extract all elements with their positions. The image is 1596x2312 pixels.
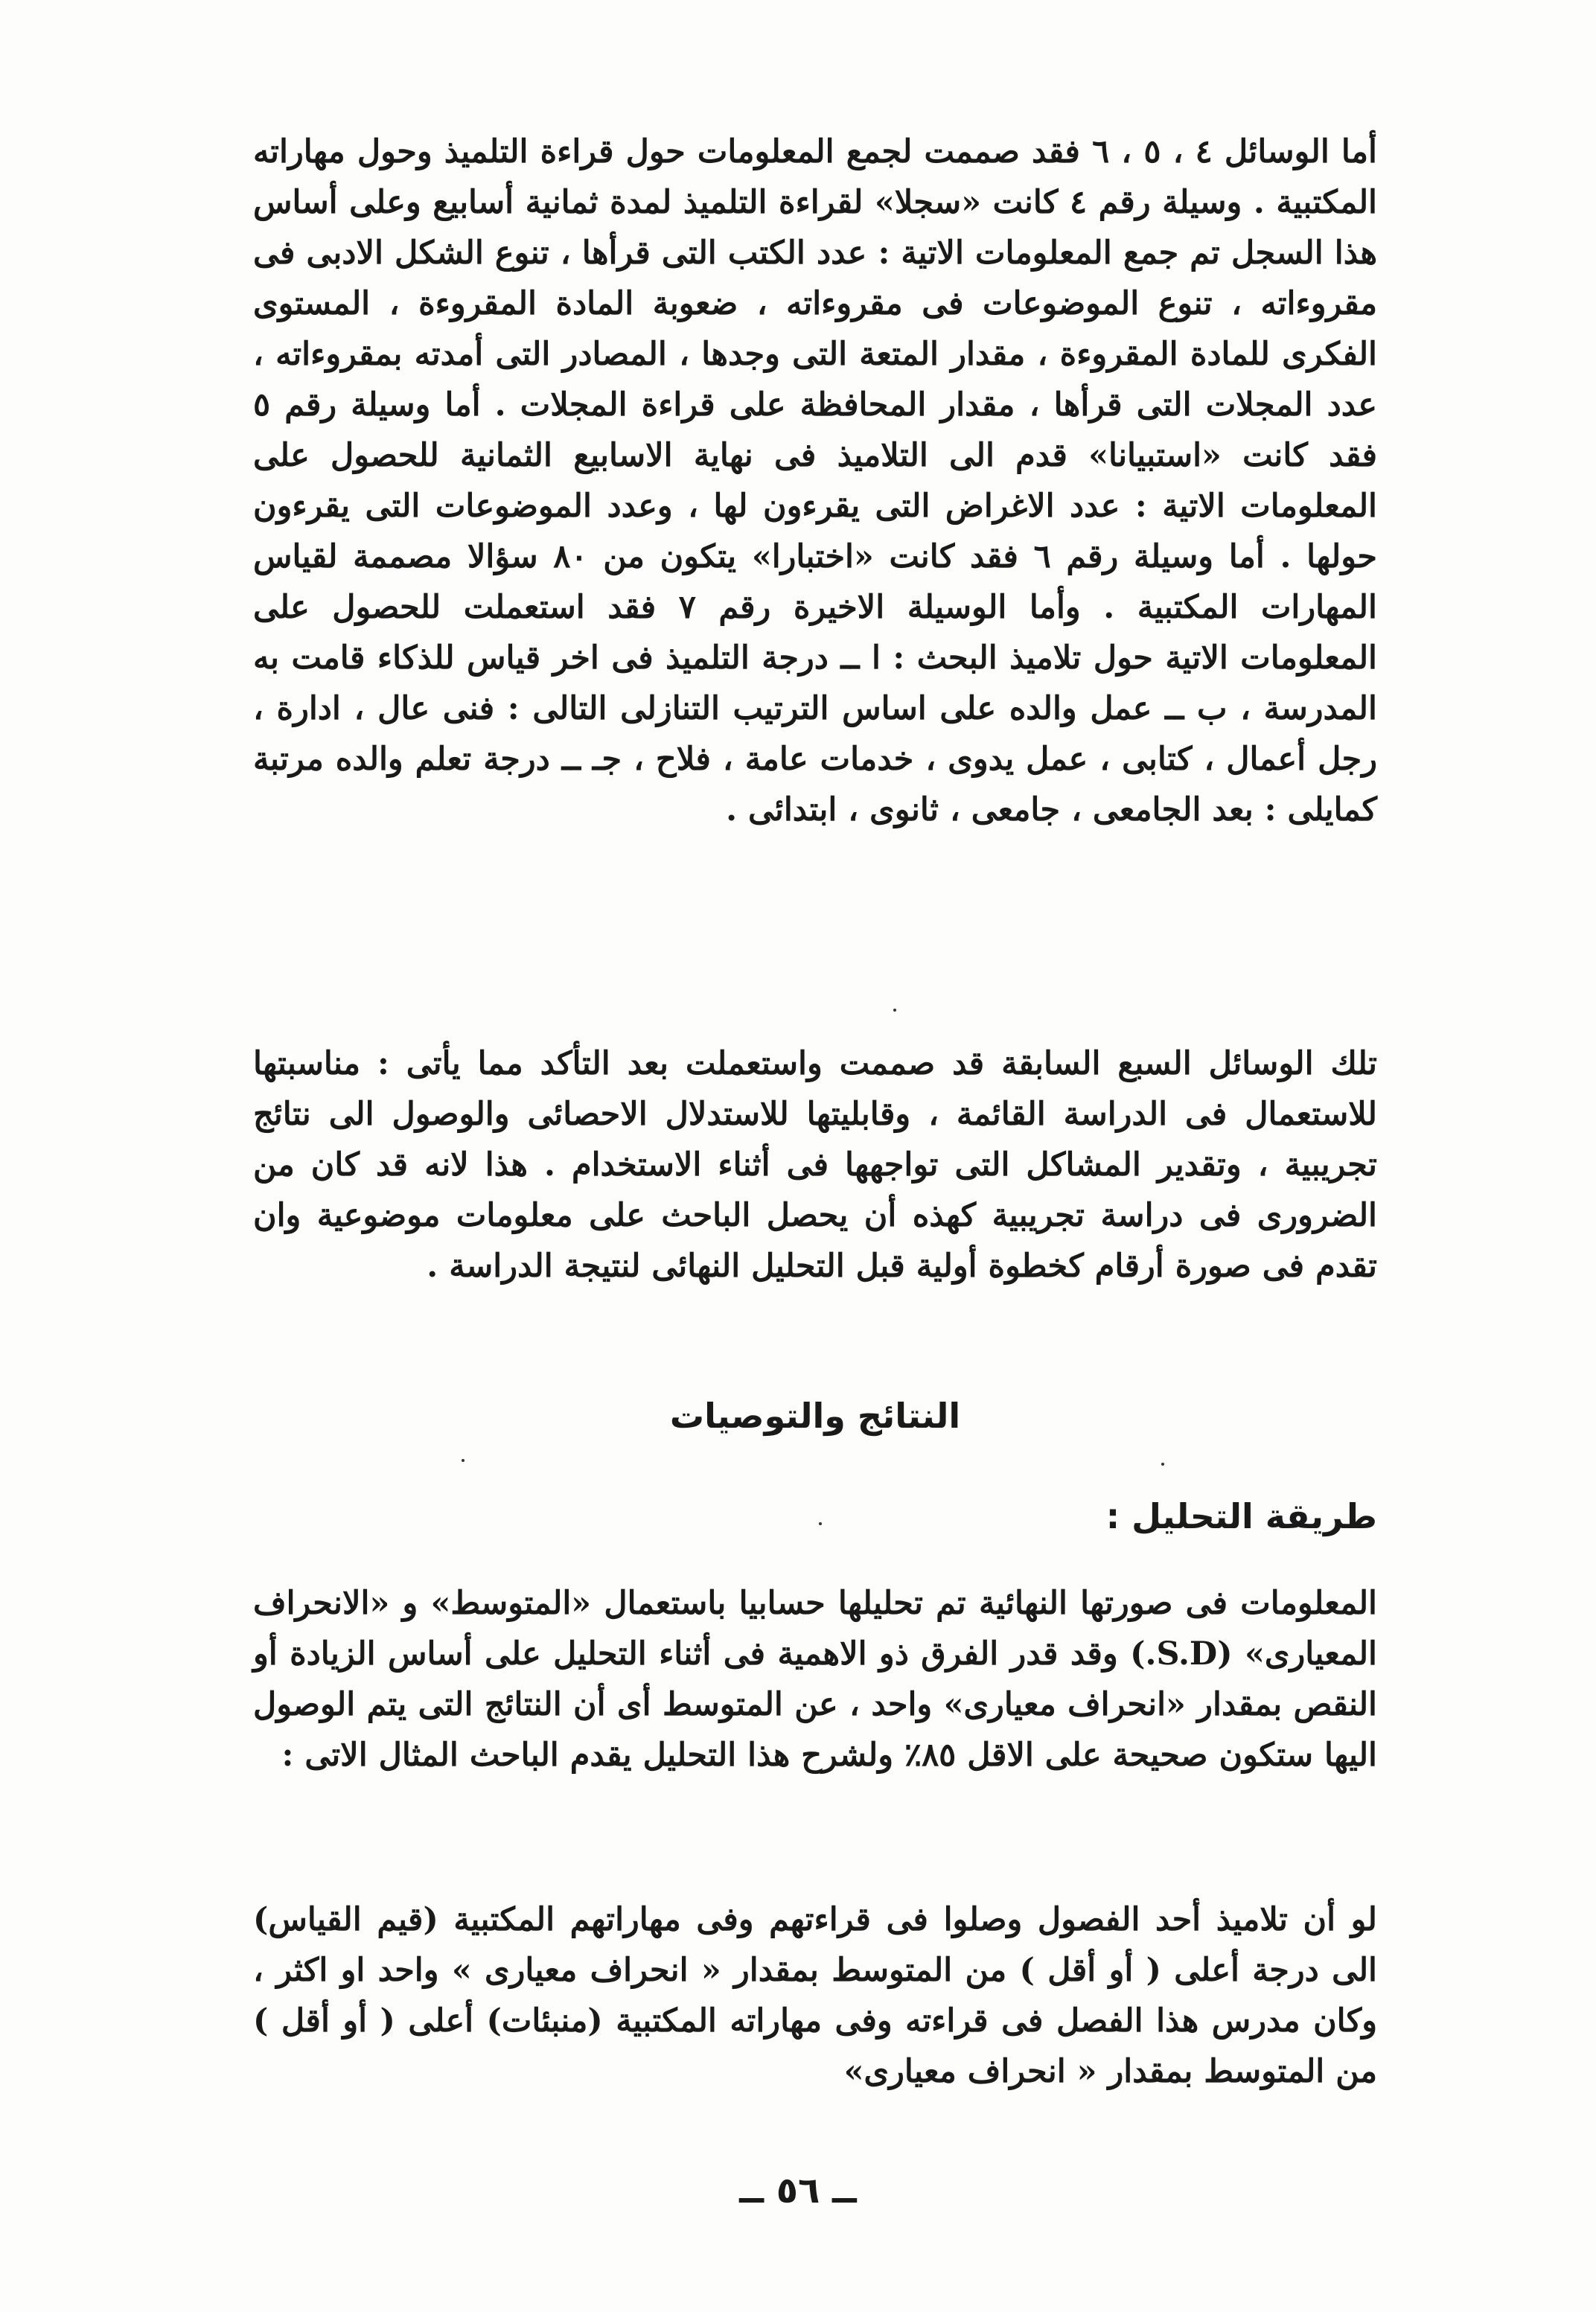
paragraph-analysis-method: المعلومات فى صورتها النهائية تم تحليلها حسابيا باستعمال «المتوسط» و «الانحراف المعيارى» (S.D.) وقد قدر الفرق ذو الاهمية فى أثناء التحليل على أساس الزيادة أو النقص بمقدار «انحراف معيارى» واحد ، عن المتوسط أى أن النتائج التى يتم الوصول اليها ستكون صحيحة على الاقل ٨٥٪ ولشرح هذا التحليل يقدم الباحث المثال الاتى : (253, 1585, 1377, 1774)
scan-speck (1161, 1463, 1164, 1466)
scan-speck (893, 1009, 896, 1012)
section-heading: النتائج والتوصيات (669, 1396, 961, 1436)
paragraph-example: لو أن تلاميذ أحد الفصول وصلوا فى قراءتهم وفى مهاراتهم المكتبية (قيم القياس) الى درجة أعلى ( أو أقل ) من المتوسط بمقدار « انحراف معيارى » واحد او اكثر ، وكان مدرس هذا الفصل فى قراءته وفى مهاراته المكتبية (منبئات) أعلى ( أو أقل ) من المتوسط بمقدار « انحراف معيارى» (253, 1901, 1377, 2090)
page-number: ــ ٥٦ ــ (739, 2170, 857, 2212)
scan-speck (462, 1459, 465, 1462)
scan-speck (819, 1522, 822, 1525)
paragraph-tools-validation: تلك الوسائل السبع السابقة قد صممت واستعملت بعد التأكد مما يأتى : مناسبتها للاستعمال فى الدراسة القائمة ، وقابليتها للاستدلال الاحصائى والوصول الى نتائج تجريبية ، وتقدير المشاكل التى تواجهها فى أثناء الاستخدام . هذا لانه قد كان من الضرورى فى دراسة تجريبية كهذه أن يحصل الباحث على معلومات موضوعية وان تقدم فى صورة أرقام كخطوة أولية قبل التحليل النهائى لنتيجة الدراسة . (253, 1045, 1377, 1285)
paragraph-tools-description: أما الوسائل ٤ ، ٥ ، ٦ فقد صممت لجمع المعلومات حول قراءة التلميذ وحول مهاراته المكتبية . وسيلة رقم ٤ كانت «سجلا» لقراءة التلميذ لمدة ثمانية أسابيع وعلى أساس هذا السجل تم جمع المعلومات الاتية : عدد الكتب التى قرأها ، تنوع الشكل الادبى فى مقروءاته ، تنوع الموضوعات فى مقروءاته ، ضعوبة المادة المقروءة ، المستوى الفكرى للمادة المقروءة ، مقدار المتعة التى وجدها ، المصادر التى أمدته بمقروءاته ، عدد المجلات التى قرأها ، مقدار المحافظة على قراءة المجلات . أما وسيلة رقم ٥ فقد كانت «استبيانا» قدم الى التلاميذ فى نهاية الاسابيع الثمانية للحصول على المعلومات الاتية : عدد الاغراض التى يقرءون لها ، وعدد الموضوعات التى يقرءون حولها . أما وسيلة رقم ٦ فقد كانت «اختبارا» يتكون من ٨٠ سؤالا مصممة لقياس المهارات المكتبية . وأما الوسيلة الاخيرة رقم ٧ فقد استعملت للحصول على المعلومات الاتية حول تلاميذ البحث : ا ــ درجة التلميذ فى اخر قياس للذكاء قامت به المدرسة ، ب ــ عمل والده على اساس الترتيب التنازلى التالى : فنى عال ، ادارة ، رجل أعمال ، كتابى ، عمل يدوى ، خدمات عامة ، فلاح ، جـ ــ درجة تعلم والده مرتبة كمايلى : بعد الجامعى ، جامعى ، ثانوى ، ابتدائى . (253, 133, 1377, 828)
subsection-heading: طريقة التحليل : (1105, 1496, 1377, 1536)
